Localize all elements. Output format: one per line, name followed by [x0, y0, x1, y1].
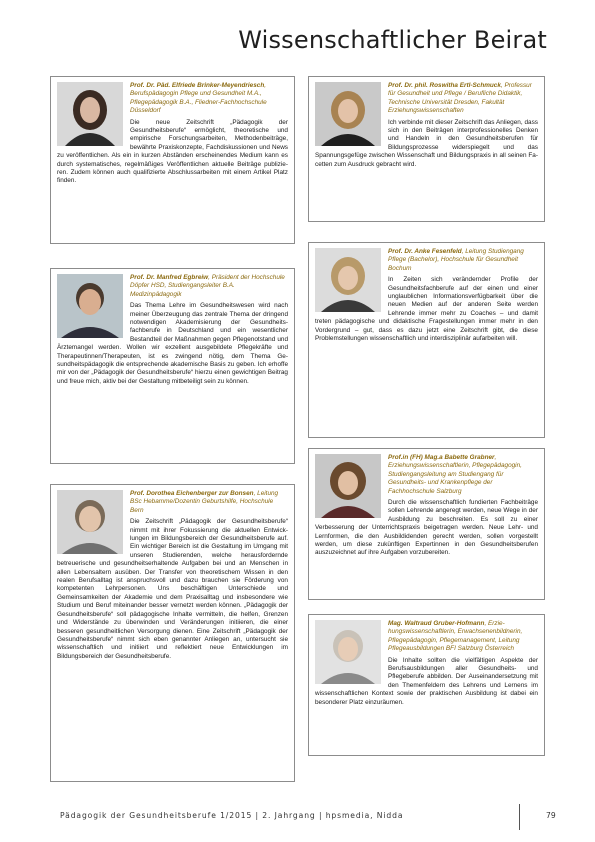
member-statement: Ich verbinde mit dieser Zeitschrift das Anliegen, dass sich in den Beiträgen interprofessionelles Denken und Handeln in den Gesundheitsberufen für Bildungsprozesse widerspiegelt und das Spannungsgefüge zwischen Wissenschaft und Bildungspraxis in all seinen Facetten zum Ausdruck gebracht wird.	[315, 118, 538, 168]
portrait-photo	[57, 82, 123, 146]
member-role: Berufspädagogin Pflege und Gesundheit M.A., Pflegepädagogik B.A., Fliedner-Fachhochschule Düsseldorf	[130, 90, 267, 115]
member-card-eichenberger-zur-bonsen: Prof. Dorothea Eichenberger zur Bonsen, Leitung BSc Hebamme/Dozentin Geburtshilfe, Hochschule Bern Die Zeitschrift „Pädagogik der Gesundheitsberufe“ nimmt mit ihrer Fokussierung die aktuellen Entwicklungen im Bildungsbereich der Gesundheitsberufe auf. Ein wichtiger Bereich ist die Gestaltung im Umgang mit unseren Studierenden, welche herausfordernde betreuerische und gesundheitserhaltende Aufgaben bei und an Menschen in allen Lebensaltern ausüben. Der Transfer von theoretischem Wissen in den realen Berufsalltag ist anspruchsvoll und dazu brauchen sie Förderung von kompetenten Lehrpersonen. Uns beschäftigen Unterschiede und Gemeinsamkeiten der Akademie und dem Praxisalltag und insbesondere wie Studium und Beruf miteinander besser vernetzt werden können. „Pädagogik der Gesundheitsberufe“ soll pädagogische Inhalte vermitteln, die helfen, Grenzen und Widerstände zu überwinden und Veränderungen initiieren, die einer besseren gesundheitlichen Versorgung dienen. Eine Zeitschrift „Pädagogik der Gesundheitsberufe“ nimmt sich eben genannter Anliegen an, untersucht sie wissenschaftlich und initiiert und reflektiert neue Entwicklungen im Bildungsbereich der Gesundheitsberufe.	[50, 484, 295, 782]
footer-divider	[519, 804, 520, 830]
portrait-photo	[315, 620, 381, 684]
member-card-egbreiw: Prof. Dr. Manfred Egbreiw, Präsident der Hochschule Döpfer HSD, Studiengangsleiter B.A. Medizinpädagogik Das Thema Lehre im Gesundheitswesen wird nach meiner Überzeugung das zentrale Thema der dringend notwendigen Akademisierung der Gesundheitsfachberufe in Deutschland und ein wesentlicher Bestandteil der Maßnahmen gegen Pflegenotstand und Ärztemangel werden. Wollen wir exzellent ausgebildete Pflegekräfte und Therapeutinnen/Therapeuten, ist es zwingend nötig, dem Thema Gesundheitspädagogik die entsprechende akademische Basis zu geben. Ich erhoffe mir von der „Pädagogik der Gesundheitsberufe“ hierzu einen gewichtigen Beitrag und freue mich, aktiv bei der Gestaltung mitbeteiligt sein zu können.	[50, 268, 295, 464]
portrait-photo	[57, 274, 123, 338]
member-card-fesenfeld: Prof. Dr. Anke Fesenfeld, Leitung Studiengang Pflege (Bachelor), Hochschule für Gesundheit Bochum In Zeiten sich verändernder Profile der Gesundheitsfachberufe auf der einen und einer unglaublichen Informationsverfügbarkeit über die neuen Medien auf der anderen Seite werden Lehrende immer mehr zu Coaches – und damit treten pädagogische und didaktische Fragestellungen immer mehr in den Vordergrund – gut, dass es dazu jetzt eine Zeitschrift gibt, die diese Problemstellungen wissenschaftlich und interdisziplinär aufarbeiten will.	[308, 242, 545, 438]
member-name: Prof. Dr. Anke Fesenfeld	[388, 248, 462, 255]
member-role: Professur für Gesundheit und Pflege / Berufliche Didaktik, Technische Universität Dresden, Fakultät Erziehungswissenschaften	[388, 82, 532, 115]
page-title: Wissenschaftlicher Beirat	[238, 26, 547, 54]
member-role: Leitung BSc Hebamme/Dozentin Geburtshilfe, Hochschule Bern	[130, 490, 279, 514]
member-card-gruber-hofmann: Mag. Waltraud Gruber-Hofmann, Erziehungswissenschaftlerin, Erwachsenenbildnerin, Pflegepädagogin, Pflegemanagement, Leitung Pflegeausbildungen BFI Salzburg Österreich Die Inhalte sollten die vielfältigen Aspekte der Berufsausbildungen aller Gesundheits- und Pflegeberufe abbilden. Der Auseinandersetzung mit den Themenfeldern des Lehrens und Lernens im wissenschaftlichen Kontext sowie der praktischen Ausbildung ist dabei ein besonderer Platz einzuräumen.	[308, 614, 545, 756]
member-name: Prof. Dr. phil. Roswitha Ertl-Schmuck	[388, 82, 501, 89]
member-card-brinker-meyendriesch: Prof. Dr. Päd. Elfriede Brinker-Meyendriesch, Berufspädagogin Pflege und Gesundheit M.A., Pflegepädagogik B.A., Fliedner-Fachhochschule Düsseldorf Die neue Zeitschrift „Pädagogik der Gesundheitsberufe“ ermöglicht, theoretische und empirische Forschungsarbeiten, Methodenbeiträge, bewährte Praxiskonzepte, Fachdiskussionen und News zu veröffentlichen. Als ein in kurzen Abständen erscheinendes Medium kann es durch systematisches, regelmäßiges Veröffentlichen aktuelle Beiträge publizieren. Zudem können auch qualifizierte Abschlussarbeiten mit einem Artikel Platz finden.	[50, 76, 295, 244]
member-statement: Die Inhalte sollten die vielfältigen Aspekte der Berufsausbildungen aller Gesundheits- und Pflegeberufe abbilden. Der Auseinandersetzung mit den Themenfeldern des Lehrens und Lernens im wissenschaftlichen Kontext sowie der praktischen Ausbildung ist dabei ein besonderer Platz einzuräumen.	[315, 656, 538, 706]
page-number: 79	[546, 811, 556, 820]
member-name: Prof. Dr. Manfred Egbreiw	[130, 274, 209, 281]
member-card-ertl-schmuck: Prof. Dr. phil. Roswitha Ertl-Schmuck, Professur für Gesundheit und Pflege / Berufliche Didaktik, Technische Universität Dresden, Fakultät Erziehungswissenschaften Ich verbinde mit dieser Zeitschrift das Anliegen, dass sich in den Beiträgen interprofessionelles Denken und Handeln in den Gesundheitsberufen für Bildungsprozesse widerspiegelt und das Spannungsgefüge zwischen Wissenschaft und Bildungspraxis in all seinen Facetten zum Ausdruck gebracht wird.	[308, 76, 545, 222]
portrait-photo	[57, 490, 123, 554]
portrait-photo	[315, 248, 381, 312]
member-role: Erziehungswissenschaftlerin, Pflegepädagogin, Studiengangsleitung am Studiengang für Gesundheits- und Krankenpflege der Fachhochschule Salzburg	[388, 462, 522, 495]
portrait-photo	[315, 82, 381, 146]
member-role: Präsident der Hochschule Döpfer HSD, Studiengangsleiter B.A. Medizinpädagogik	[130, 274, 285, 298]
footer-journal-info: Pädagogik der Gesundheitsberufe 1/2015 | 2. Jahrgang | hpsmedia, Nidda	[60, 811, 404, 820]
member-name: Mag. Waltraud Gruber-Hofmann	[388, 620, 485, 627]
member-statement: Durch die wissenschaftlich fundierten Fachbeiträge sollen Lehrende angeregt werden, neue Wege in der Ausbildung zu beschreiten. Es soll zu einer Verbesserung der Unterrichtspraxis beigetragen werden. Neue Lehr- und Lernformen, die den Ausbildidenden gerecht werden, sollen vorgestellt werden, um diese zukünftigen Expertinnen in den Gesundheitsberufen auszuzeichnet auf ihre Aufgaben vorzubereiten.	[315, 499, 538, 557]
member-name: Prof. Dorothea Eichenberger zur Bonsen	[130, 490, 254, 497]
member-name: Prof.in (FH) Mag.a Babette Grabner	[388, 454, 495, 461]
member-role: Erziehungswissenschaftlerin, Erwachsenenbildnerin, Pflegepädagogin, Pflegemanagement, Leitung Pflegeausbildungen BFI Salzburg Österreich	[388, 620, 523, 653]
member-role: Leitung Studiengang Pflege (Bachelor), Hochschule für Gesundheit Bochum	[388, 248, 524, 272]
member-name: Prof. Dr. Päd. Elfriede Brinker-Meyendriesch	[130, 82, 265, 89]
portrait-photo	[315, 454, 381, 518]
member-statement: Das Thema Lehre im Gesundheitswesen wird nach meiner Überzeugung das zentrale Thema der dringend notwendigen Akademisierung der Gesundheitsfachberufe in Deutschland und ein wesentlicher Bestandteil der Maßnahmen gegen Pflegenotstand und Ärztemangel werden. Wollen wir exzellent ausgebildete Pflegekräfte und Therapeutinnen/Therapeuten, ist es zwingend nötig, dem Thema Gesundheitspädagogik die entsprechende akademische Basis zu geben. Ich erhoffe mir von der „Pädagogik der Gesundheitsberufe“ hierzu einen gewichtigen Beitrag und freue mich, aktiv bei der Gestaltung mitbeteiligt sein zu können.	[57, 302, 288, 385]
member-statement: Die Zeitschrift „Pädagogik der Gesundheitsberufe“ nimmt mit ihrer Fokussierung die aktuellen Entwicklungen im Bildungsbereich der Gesundheitsberufe auf. Ein wichtiger Bereich ist die Gestaltung im Umgang mit unseren Studierenden, welche herausfordernde betreuerische und gesundheitserhaltende Aufgaben bei und an Menschen in allen Lebensaltern ausüben. Der Transfer von theoretischem Wissen in den realen Berufsalltag ist anspruchsvoll und dazu brauchen sie Förderung von kompetenten Lehrpersonen. Uns beschäftigen Unterschiede und Gemeinsamkeiten der Akademie und dem Praxisalltag und insbesondere wie Studium und Beruf miteinander besser vernetzt werden können. „Pädagogik der Gesundheitsberufe“ soll pädagogische Inhalte vermitteln, die helfen, Grenzen und Widerstände zu überwinden und Veränderungen initiieren, die einer besseren gesundheitlichen Versorgung dienen. Eine Zeitschrift „Pädagogik der Gesundheitsberufe“ nimmt sich eben genannter Anliegen an, untersucht sie wissenschaftlich und initiiert und reflektiert neue Entwicklungen im Bildungsbereich der Gesundheitsberufe.	[57, 518, 288, 660]
member-statement: Die neue Zeitschrift „Pädagogik der Gesundheitsberufe“ ermöglicht, theoretische und empirische Forschungsarbeiten, Methodenbeiträge, bewährte Praxiskonzepte, Fachdiskussionen und News zu veröffentlichen. Als ein in kurzen Abständen erscheinendes Medium kann es durch systematisches, regelmäßiges Veröffentlichen aktuelle Beiträge publizieren. Zudem können auch qualifizierte Abschlussarbeiten mit einem Artikel Platz finden.	[57, 118, 288, 185]
member-card-grabner: Prof.in (FH) Mag.a Babette Grabner, Erziehungswissenschaftlerin, Pflegepädagogin, Studiengangsleitung am Studiengang für Gesundheits- und Krankenpflege der Fachhochschule Salzburg Durch die wissenschaftlich fundierten Fachbeiträge sollen Lehrende angeregt werden, neue Wege in der Ausbildung zu beschreiten. Es soll zu einer Verbesserung der Unterrichtspraxis beigetragen werden. Neue Lehr- und Lernformen, die den Ausbildidenden gerecht werden, sollen vorgestellt werden, um diese zukünftigen Expertinnen in den Gesundheitsberufen auszuzeichnet auf ihre Aufgaben vorzubereiten.	[308, 448, 545, 600]
member-statement: In Zeiten sich verändernder Profile der Gesundheitsfachberufe auf der einen und einer unglaublichen Informationsverfügbarkeit über die neuen Medien auf der anderen Seite werden Lehrende immer mehr zu Coaches – und damit treten pädagogische und didaktische Fragestellungen immer mehr in den Vordergrund – gut, dass es dazu jetzt eine Zeitschrift gibt, die diese Problemstellungen wissenschaftlich und interdisziplinär aufarbeiten will.	[315, 276, 538, 343]
